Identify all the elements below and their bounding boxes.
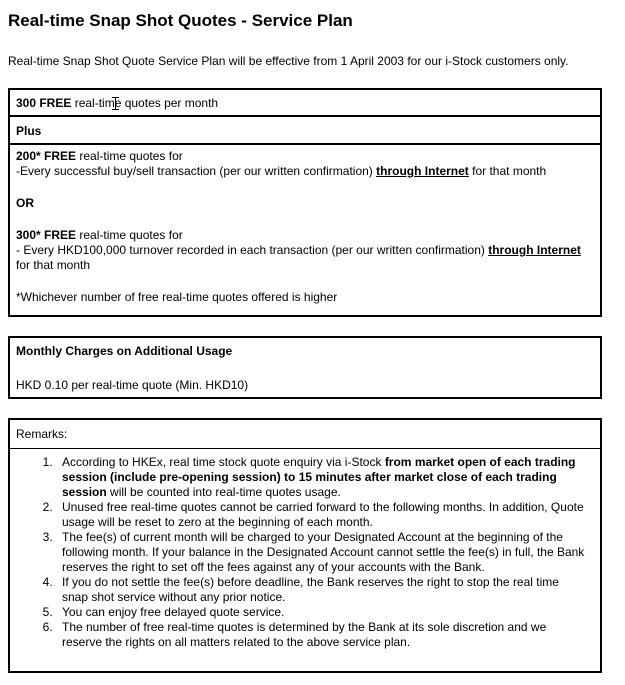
remark-1-bold: from market open of each trading session (include pre-opening session) to 15 minutes after market close of each trading session (62, 455, 576, 499)
option2-amount: 300* FREE (16, 228, 77, 242)
options-cell (10, 145, 600, 305)
option1-detail-text: -Every successful buy/sell transaction (per our written confirmation) (16, 164, 377, 178)
option2-text: real-time quotes for (76, 228, 183, 242)
remarks-box (8, 418, 602, 673)
intro-text: Real-time Snap Shot Quote Service Plan will be effective from 1 April 2003 for our i-Stock customers only. (8, 54, 569, 68)
option2-detail (16, 243, 594, 258)
through-internet-link-2[interactable]: through Internet (488, 243, 581, 257)
free-quotes-text-end: e quotes per month (114, 96, 219, 110)
plus-row: Plus (10, 117, 600, 145)
service-plan-table (8, 88, 602, 317)
option2-detail-text: - Every HKD100,000 turnover recorded in each transaction (per our written confirmation) (16, 243, 489, 257)
remark-item: 5. You can enjoy free delayed quote service. (56, 605, 588, 620)
option1-detail-end: for that month (468, 164, 547, 178)
option1-detail (16, 164, 594, 179)
charges-box (8, 336, 602, 399)
remark-item: 3. The fee(s) of current month will be charged to your Designated Account at the beginning of the following month. If your balance in the Designated Account cannot settle the fee(s) in full, the Bank reserves the right to set off the fees against any of your accounts with the Bank. (56, 530, 588, 575)
through-internet-link-1[interactable]: through Internet (376, 164, 469, 178)
free-quotes-amount: 300 FREE (16, 96, 72, 110)
remarks-heading: Remarks: (10, 420, 600, 449)
remark-1-start: According to HKEx, real time stock quote enquiry via i-Stock (62, 455, 385, 469)
free-quotes-text-start: real-tim (71, 96, 115, 110)
remarks-list (10, 455, 600, 650)
remark-item: 4. If you do not settle the fee(s) before deadline, the Bank reserves the right to stop the real time snap shot service without any prior notice. (56, 575, 588, 605)
footnote: *Whichever number of free real-time quotes offered is higher (16, 290, 338, 304)
free-quotes-row (10, 90, 600, 117)
or-label (16, 196, 594, 211)
charges-title: Monthly Charges on Additional Usage (16, 344, 233, 358)
option1-amount: 200* FREE (16, 149, 77, 163)
option2-heading (16, 228, 594, 243)
option2-detail-end: for that month (16, 258, 91, 272)
remark-item (56, 455, 588, 500)
remark-item: 6. The number of free real-time quotes is determined by the Bank at its sole discretion and we reserve the rights on all matters related to the above service plan. (56, 620, 588, 650)
charges-value: HKD 0.10 per real-time quote (Min. HKD10) (16, 378, 249, 392)
remark-1-end: will be counted into real-time quotes usage. (106, 485, 341, 499)
page-title: Real-time Snap Shot Quotes - Service Plan (8, 11, 353, 30)
or-text: OR (16, 196, 34, 210)
option1-heading (16, 149, 594, 164)
remark-item: 2. Unused free real-time quotes cannot be carried forward to the following months. In addition, Quote usage will be reset to zero at the beginning of each month. (56, 500, 588, 530)
option1-text: real-time quotes for (76, 149, 183, 163)
